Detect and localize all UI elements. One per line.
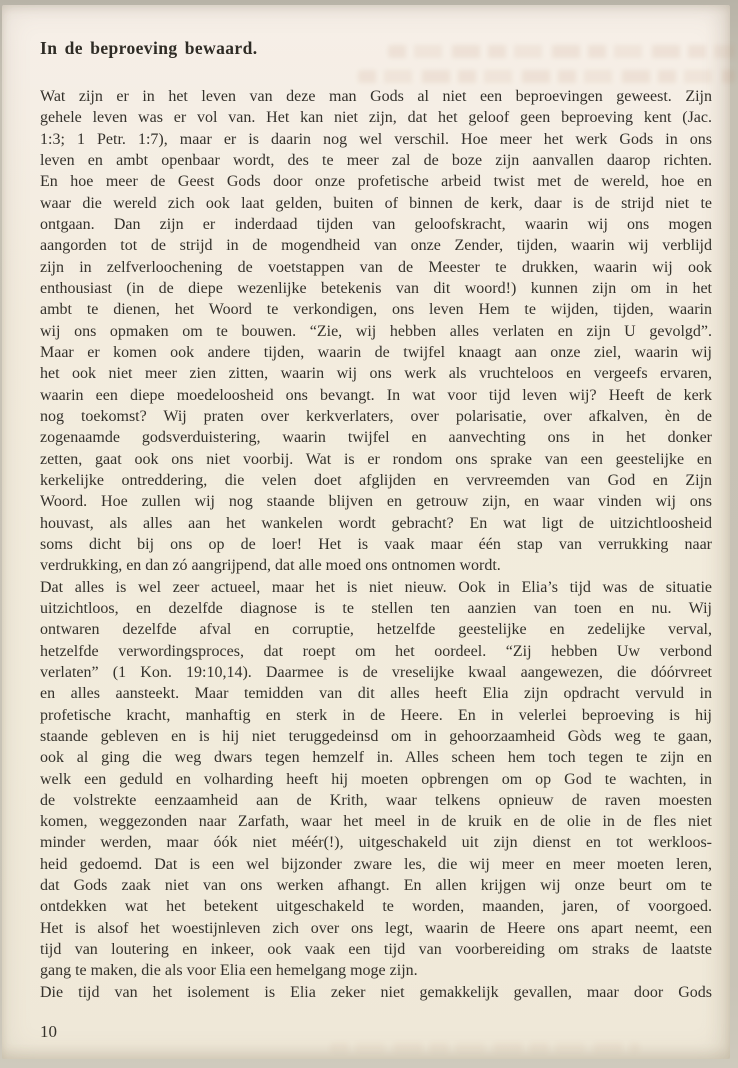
text-line: hetzelfde verwordingsproces, dat roept om het oordeel. “Zij hebben Uw verbond: [40, 642, 712, 660]
text-line: heid gedoemd. Dat is een wel bijzonder zware les, die wij meer en meer moeten leren,: [40, 855, 712, 873]
text-line: aangorden tot de strijd in de mogendheid van onze Zender, tijden, waarin wij verblijd: [40, 237, 712, 255]
text-line: Het is alsof het woestijnleven zich over ons legt, waarin de Heere ons apart neemt, een: [40, 919, 712, 937]
reverse-side-bleedthrough: [388, 45, 735, 58]
text-line: zetten, gaat ook ons niet voorbij. Wat is er rondom ons sprake van een geestelijke en: [40, 450, 712, 468]
text-line: ontwaren dezelfde afval en corruptie, hetzelfde geestelijke en zedelijke verval,: [40, 621, 712, 639]
text-line: soms dicht bij ons op de loer! Het is vaak maar één stap van verrukking naar: [40, 535, 712, 553]
text-line: en alles aansteekt. Maar temidden van dit alles heeft Elia zijn opdracht vervuld in: [40, 685, 712, 703]
page-body: [40, 86, 712, 1003]
text-line: verlaten” (1 Kon. 19:10,14). Daarmee is de vreselijke kwaal aangewezen, die dóórvreet: [40, 663, 712, 681]
text-line: Die tijd van het isolement is Elia zeker niet gemakkelijk gevallen, maar door Gods: [40, 983, 712, 1001]
text-line: zijn in zelfverloochening de voetstappen van de Meester te drukken, waarin wij ook: [40, 258, 712, 276]
text-line: nog toekomst? Wij praten over kerkverlaters, over polarisatie, over afkalven, èn de: [40, 407, 712, 425]
paragraph: [40, 86, 712, 577]
text-line: houvast, als alles aan het wankelen wordt gebracht? En wat ligt de uitzichtloosheid: [40, 514, 712, 532]
text-line: Maar er komen ook andere tijden, waarin de twijfel knaagt aan onze ziel, waarin wij: [40, 343, 712, 361]
paragraph: [40, 982, 712, 1003]
text-line: kerkelijke ontreddering, die velen doet afglijden en vervreemden van God en Zijn: [40, 471, 712, 489]
paragraph: [40, 577, 712, 982]
text-line: het ook niet meer zien zitten, waarin wij ons werk als vruchteloos en vergeefs ervaren,: [40, 365, 712, 383]
text-line: En hoe meer de Geest Gods door onze profetische arbeid twist met de wereld, hoe en: [40, 173, 712, 191]
text-line: welk een geduld en volharding heeft hij moeten opbrengen om op God te wachten, in: [40, 770, 712, 788]
text-line: leven en ambt openbaar wordt, des te meer zal de boze zijn aanvallen daarop richten.: [40, 151, 712, 169]
text-line: minder werden, maar óók niet méér(!), uitgeschakeld uit zijn dienst en tot werkloos-: [40, 834, 712, 852]
text-line: verdrukking, en dan zó aangrijpend, dat alle moed ons ontnomen wordt.: [40, 557, 501, 575]
text-line: ambt te dienen, het Woord te verkondigen, ons leven Hem te wijden, tijden, waarin: [40, 301, 712, 319]
text-line: ontdekken wat het betekent uitgeschakeld te worden, maanden, jaren, of voorgoed.: [40, 898, 712, 916]
text-line: gang te maken, die als voor Elia een hemelgang moge zijn.: [40, 962, 418, 980]
text-line: Wat zijn er in het leven van deze man Gods al niet een beproevingen geweest. Zijn: [40, 88, 712, 105]
text-line: profetische kracht, manhaftig en sterk in de Heere. En in velerlei beproeving is hij: [40, 706, 712, 724]
text-line: gehele leven was er vol van. Het kan niet zijn, dat het geloof geen beproeving kent (Jac.: [40, 109, 712, 127]
text-line: zogenaamde godsverduistering, waarin twijfel en aanvechting ons in het donker: [40, 429, 712, 447]
text-line: ontgaan. Dan zijn er inderdaad tijden van geloofskracht, waarin wij ons mogen: [40, 215, 712, 233]
text-line: uitzichtloos, en dezelfde diagnose is te stellen ten aanzien van toen en nu. Wij: [40, 599, 712, 617]
text-line: Woord. Hoe zullen wij nog staande blijven en getrouw zijn, en waar vinden wij ons: [40, 493, 712, 511]
page-number: 10: [40, 1022, 57, 1041]
text-line: dat Gods zaak niet van ons werken afhangt. En allen krijgen wij onze beurt om te: [40, 877, 712, 895]
reverse-side-bleedthrough: [358, 70, 735, 83]
text-line: enthousiast (in de diepe wezenlijke betekenis van dit woord!) kunnen zijn om in het: [40, 279, 712, 297]
section-heading: In de beproeving bewaard.: [40, 38, 258, 58]
text-line: waar die wereld zich ook laat gelden, buiten of binnen de kerk, daar is de strijd niet te: [40, 194, 712, 212]
text-line: komen, weggezonden naar Zarfath, waar het meel in de kruik en de olie in de fles niet: [40, 813, 712, 831]
text-line: tijd van loutering en inkeer, ook vaak een tijd van voorbereiding om straks de laatste: [40, 941, 712, 959]
text-line: Dat alles is wel zeer actueel, maar het is niet nieuw. Ook in Elia’s tijd was de situatie: [40, 578, 712, 596]
reverse-side-bleedthrough: [330, 1042, 640, 1053]
text-line: ook al ging die weg dwars tegen hemzelf in. Alles scheen hem toch tegen te zijn en: [40, 749, 712, 767]
text-line: waarin een diepe moedeloosheid ons bevangt. In wat voor tijd leven wij? Heeft de kerk: [40, 386, 712, 404]
text-line: staande gebleven en is hij niet teruggedeinsd om in gehoorzaamheid Gòds weg te gaan,: [40, 727, 712, 745]
text-line: wij ons opmaken om te bouwen. “Zie, wij hebben alles verlaten en zijn U gevolgd”.: [40, 322, 712, 340]
text-line: 1:3; 1 Petr. 1:7), maar er is daarin nog wel verschil. Hoe meer het werk Gods in ons: [40, 130, 712, 148]
text-line: de volstrekte eenzaamheid aan de Krith, waar telkens opnieuw de raven moesten: [40, 791, 712, 809]
